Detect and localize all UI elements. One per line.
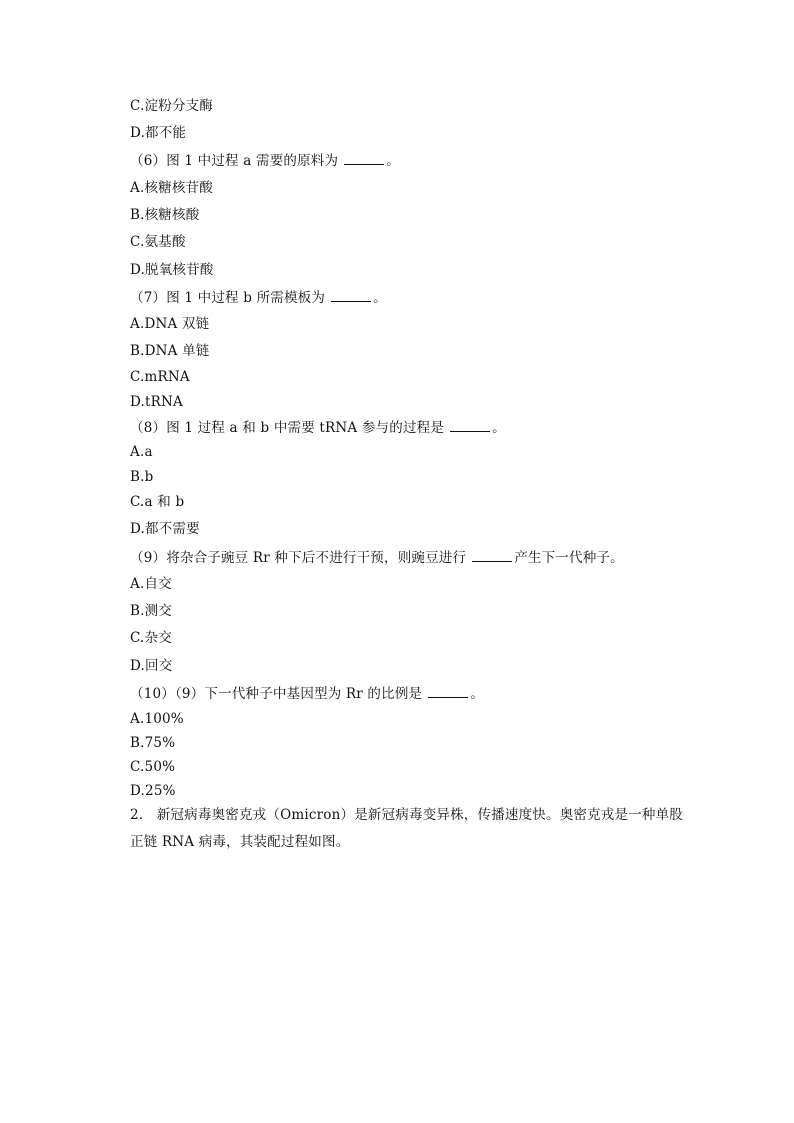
option-a-q7: A.DNA 双链 — [130, 316, 210, 332]
option-b-q9: B.测交 — [130, 603, 173, 619]
answer-blank — [331, 289, 371, 302]
option-d-q10: D.25% — [130, 783, 176, 799]
question-8 — [130, 419, 506, 436]
option-a-q10: A.100% — [130, 711, 184, 727]
question-10 — [130, 685, 484, 702]
option-b-q7: B.DNA 单链 — [130, 343, 210, 359]
question-6 — [130, 152, 400, 169]
option-a-q8: A.a — [130, 444, 153, 460]
question-9-text: （9）将杂合子豌豆 Rr 种下后不进行干预，则豌豆进行 — [130, 550, 467, 566]
question-7 — [130, 289, 387, 306]
option-c-q6: C.氨基酸 — [130, 234, 186, 250]
question-8-end: 。 — [492, 420, 506, 436]
answer-blank — [344, 152, 384, 165]
question-7-end: 。 — [373, 290, 387, 306]
question-2-number: 2. — [130, 807, 144, 823]
answer-blank — [472, 549, 512, 562]
option-c-q10: C.50% — [130, 759, 176, 775]
question-2-text: 新冠病毒奥密克戎（Omicron）是新冠病毒变异株，传播速度快。奥密克戎是一种单股正链 RNA 病毒，其装配过程如图。 — [130, 807, 683, 850]
option-d-q7: D.tRNA — [130, 394, 183, 410]
question-9-end: 产生下一代种子。 — [514, 550, 624, 566]
option-b-q8: B.b — [130, 469, 154, 485]
question-9 — [130, 549, 624, 566]
answer-blank — [450, 419, 490, 432]
option-b-q10: B.75% — [130, 735, 176, 751]
option-d-q9: D.回交 — [130, 658, 173, 674]
option-a-q9: A.自交 — [130, 576, 172, 592]
option-a-q6: A.核糖核苷酸 — [130, 180, 213, 196]
question-6-text: （6）图 1 中过程 a 需要的原料为 — [130, 153, 339, 169]
question-8-text: （8）图 1 过程 a 和 b 中需要 tRNA 参与的过程是 — [130, 420, 445, 436]
question-7-text: （7）图 1 中过程 b 所需模板为 — [130, 290, 326, 306]
option-d-q8: D.都不需要 — [130, 521, 200, 537]
question-10-end: 。 — [470, 686, 484, 702]
question-2 — [130, 802, 692, 856]
option-c-q8: C.a 和 b — [130, 494, 185, 510]
option-c-q7: C.mRNA — [130, 369, 190, 385]
question-10-text: （10）（9）下一代种子中基因型为 Rr 的比例是 — [130, 686, 423, 702]
option-b-q6: B.核糖核酸 — [130, 207, 200, 223]
option-d-q5: D.都不能 — [130, 125, 187, 141]
option-c-q5: C.淀粉分支酶 — [130, 98, 214, 114]
question-6-end: 。 — [386, 153, 400, 169]
answer-blank — [428, 685, 468, 698]
option-c-q9: C.杂交 — [130, 630, 172, 646]
option-d-q6: D.脱氧核苷酸 — [130, 262, 214, 278]
